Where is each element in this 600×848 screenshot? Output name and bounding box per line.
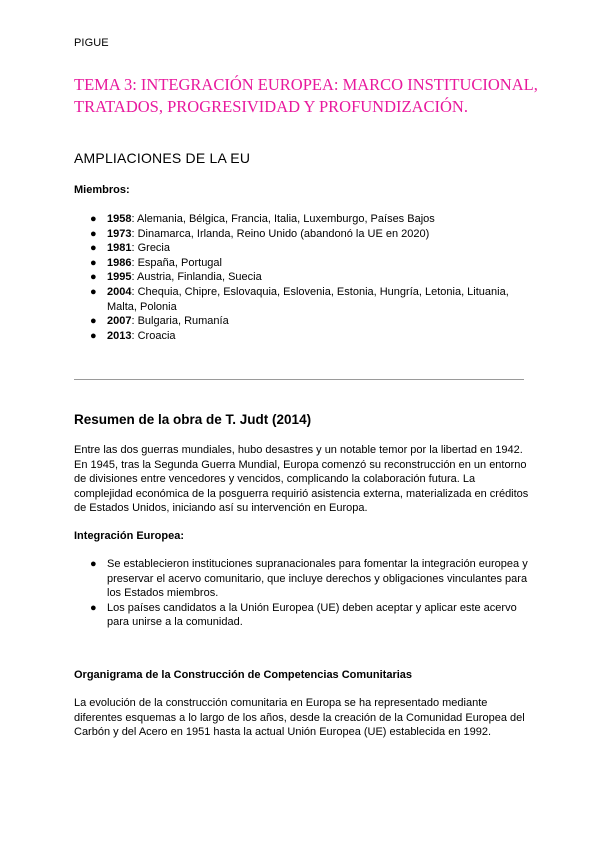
miembros-label: Miembros:	[74, 184, 130, 196]
list-item	[74, 314, 524, 329]
list-item	[74, 285, 524, 314]
list-item	[74, 557, 532, 601]
member-countries: : España, Portugal	[131, 256, 222, 269]
member-countries: : Croacia	[131, 329, 176, 342]
list-item	[74, 329, 524, 344]
integracion-text: Se establecieron instituciones supranacionales para fomentar la integración europea y preservar el acervo comunitario, que incluye derechos y obligaciones vinculantes para los Estados miembros.	[107, 558, 528, 600]
bullet-icon: ●	[90, 315, 97, 328]
member-countries: : Chequia, Chipre, Eslovaquia, Eslovenia, Estonia, Hungría, Letonia, Lituania, Malta, Polonia	[107, 285, 509, 313]
header-tag: PIGUE	[74, 37, 109, 49]
member-countries: : Alemania, Bélgica, Francia, Italia, Luxemburgo, Países Bajos	[131, 213, 435, 225]
list-item	[74, 227, 524, 242]
member-countries: : Bulgaria, Rumanía	[131, 315, 229, 328]
bullet-icon: ●	[90, 558, 97, 570]
member-countries: : Grecia	[131, 242, 170, 255]
bullet-icon: ●	[90, 227, 97, 240]
member-year: 1973	[107, 227, 132, 240]
integracion-label: Integración Europea:	[74, 530, 185, 542]
member-year: 1958	[107, 213, 132, 225]
horizontal-divider	[74, 379, 524, 380]
member-countries: : Austria, Finlandia, Suecia	[131, 271, 262, 284]
organigrama-paragraph: La evolución de la construcción comunitaria en Europa se ha representado mediante diferentes esquemas a lo largo de los años, desde la creación de la Comunidad Europea del Carbón y del Acero en 1951 hasta la actual Unión Europea (UE) establecida en 1992.	[74, 697, 525, 739]
list-item	[74, 601, 532, 630]
list-item	[74, 270, 524, 285]
member-year: 1995	[107, 271, 132, 284]
resumen-paragraph: Entre las dos guerras mundiales, hubo desastres y un notable temor por la libertad en 1942. En 1945, tras la Segunda Guerra Mundial, Europa comenzó su reconstrucción en un entorno de divisiones entre vencedores y vencidos, complicando la colaboración futura. La complejidad económica de la posguerra requirió asistencia externa, materializada en créditos de Estados Unidos, iniciando así su intervención en Europa.	[74, 444, 529, 515]
bullet-icon: ●	[90, 329, 97, 342]
bullet-icon: ●	[90, 285, 97, 298]
bullet-icon: ●	[90, 601, 97, 614]
bullet-icon: ●	[90, 242, 97, 255]
member-year: 2004	[107, 285, 132, 298]
section-heading-ampliaciones: AMPLIACIONES DE LA EU	[74, 150, 251, 166]
section-heading-organigrama: Organigrama de la Construcción de Competencias Comunitarias	[74, 669, 413, 681]
section-heading-resumen: Resumen de la obra de T. Judt (2014)	[74, 412, 312, 427]
list-item	[74, 256, 524, 271]
document-title: TEMA 3: INTEGRACIÓN EUROPEA: MARCO INSTITUCIONAL, TRATADOS, PROGRESIVIDAD Y PROFUNDIZACIÓN.	[74, 75, 538, 116]
bullet-icon: ●	[90, 256, 97, 269]
list-item	[74, 212, 524, 227]
list-item	[74, 241, 524, 256]
member-year: 2007	[107, 315, 132, 328]
member-year: 2013	[107, 329, 132, 342]
integracion-text: Los países candidatos a la Unión Europea (UE) deben aceptar y aplicar este acervo para unirse a la comunidad.	[107, 601, 517, 629]
member-year: 1986	[107, 256, 132, 269]
integracion-list	[74, 557, 532, 630]
bullet-icon: ●	[90, 271, 97, 284]
bullet-icon: ●	[90, 213, 97, 225]
member-year: 1981	[107, 242, 132, 255]
members-list	[74, 212, 524, 343]
member-countries: : Dinamarca, Irlanda, Reino Unido (abandonó la UE en 2020)	[131, 227, 430, 240]
